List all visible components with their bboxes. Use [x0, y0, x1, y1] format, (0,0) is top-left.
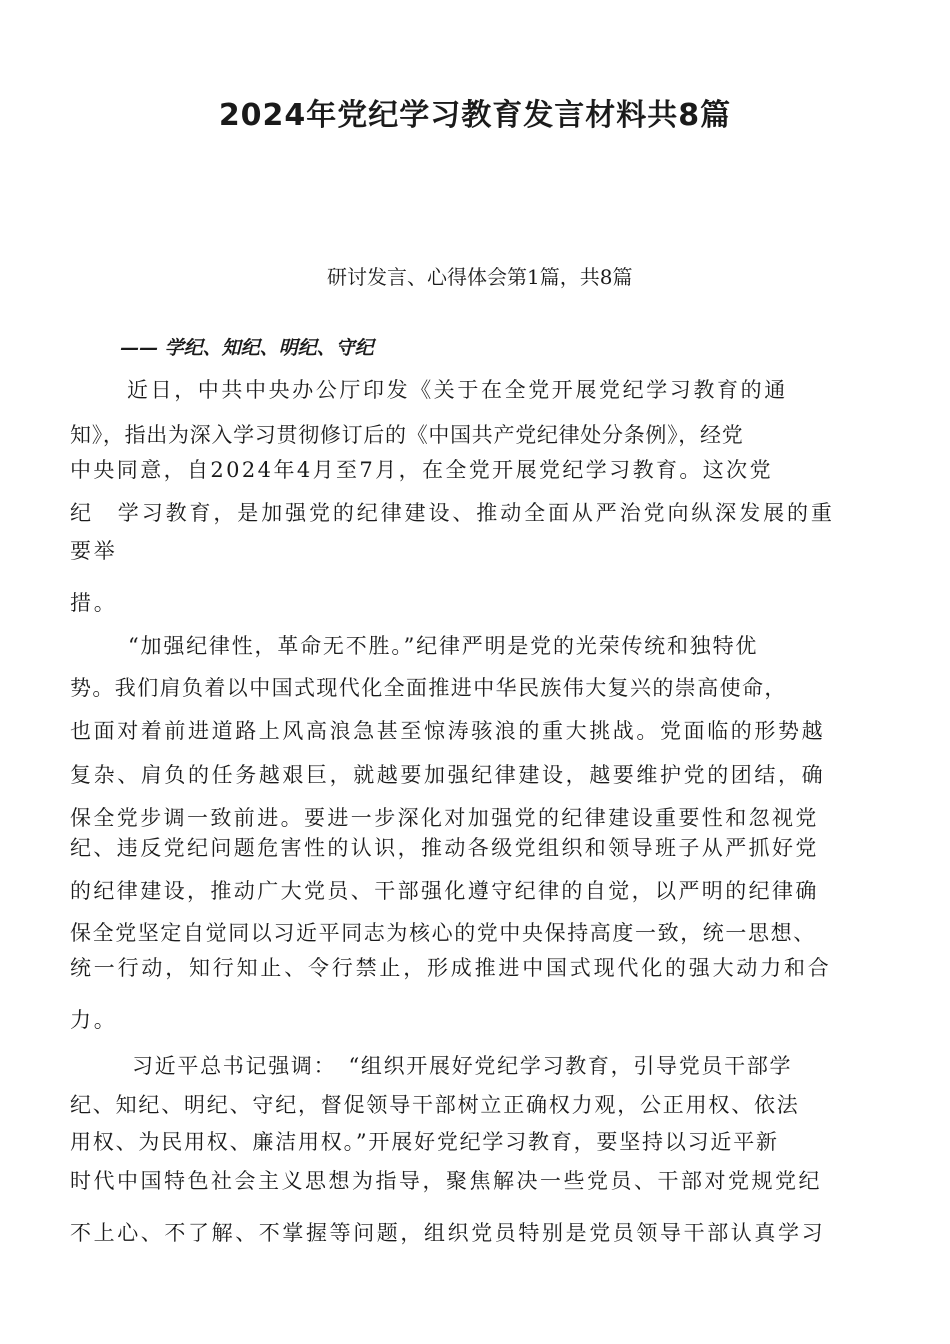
- text-line: 近日，中共中央办公厅印发《关于在全党开展党纪学习教育的通: [127, 378, 788, 402]
- text-line: 力。: [70, 1008, 118, 1032]
- text-line: 纪、知纪、明纪、守纪，督促领导干部树立正确权力观，公正用权、依法: [70, 1093, 800, 1117]
- text-line: 保全党坚定自觉同以习近平同志为核心的党中央保持高度一致，统一思想、: [70, 921, 816, 945]
- text-line: 纪 学习教育，是加强党的纪律建设、推动全面从严治党向纵深发展的重: [70, 501, 835, 525]
- page-title: 2024年党纪学习教育发言材料共8篇: [218, 98, 732, 133]
- text-line: “加强纪律性，革命无不胜。”纪律严明是党的光荣传统和独特优: [128, 634, 759, 658]
- text-line: 要举: [70, 539, 118, 563]
- text-line: 势。我们肩负着以中国式现代化全面推进中华民族伟大复兴的崇高使命，: [70, 676, 787, 700]
- section-heading: —— 学纪、知纪、明纪、守纪: [120, 337, 374, 359]
- text-line: 不上心、不了解、不掌握等问题，组织党员特别是党员领导干部认真学习: [70, 1221, 826, 1245]
- text-line: 习近平总书记强调： “组织开展好党纪学习教育，引导党员干部学: [132, 1054, 793, 1078]
- text-line: 用权、为民用权、廉洁用权。”开展好党纪学习教育，要坚持以习近平新: [70, 1130, 779, 1154]
- text-line: 纪、违反党纪问题危害性的认识，推动各级党组织和领导班子从严抓好党: [70, 836, 819, 860]
- text-line: 知》，指出为深入学习贯彻修订后的《中国共产党纪律处分条例》，经党: [70, 423, 744, 447]
- text-line: 也面对着前进道路上风高浪急甚至惊涛骇浪的重大挑战。党面临的形势越: [70, 719, 826, 743]
- text-line: 中央同意，自2024年4月至7月，在全党开展党纪学习教育。这次党: [70, 458, 773, 482]
- text-line: 的纪律建设，推动广大党员、干部强化遵守纪律的自觉，以严明的纪律确: [70, 879, 819, 903]
- text-line: 复杂、肩负的任务越艰巨，就越要加强纪律建设，越要维护党的团结，确: [70, 763, 826, 787]
- text-line: 保全党步调一致前进。要进一步深化对加强党的纪律建设重要性和忽视党: [70, 806, 819, 830]
- text-line: 措。: [70, 591, 118, 615]
- text-line: 统一行动，知行知止、令行禁止，形成推进中国式现代化的强大动力和合: [70, 956, 832, 980]
- article-subtitle: 研讨发言、心得体会第1篇，共8篇: [327, 265, 633, 289]
- text-line: 时代中国特色社会主义思想为指导，聚焦解决一些党员、干部对党规党纪: [70, 1169, 822, 1193]
